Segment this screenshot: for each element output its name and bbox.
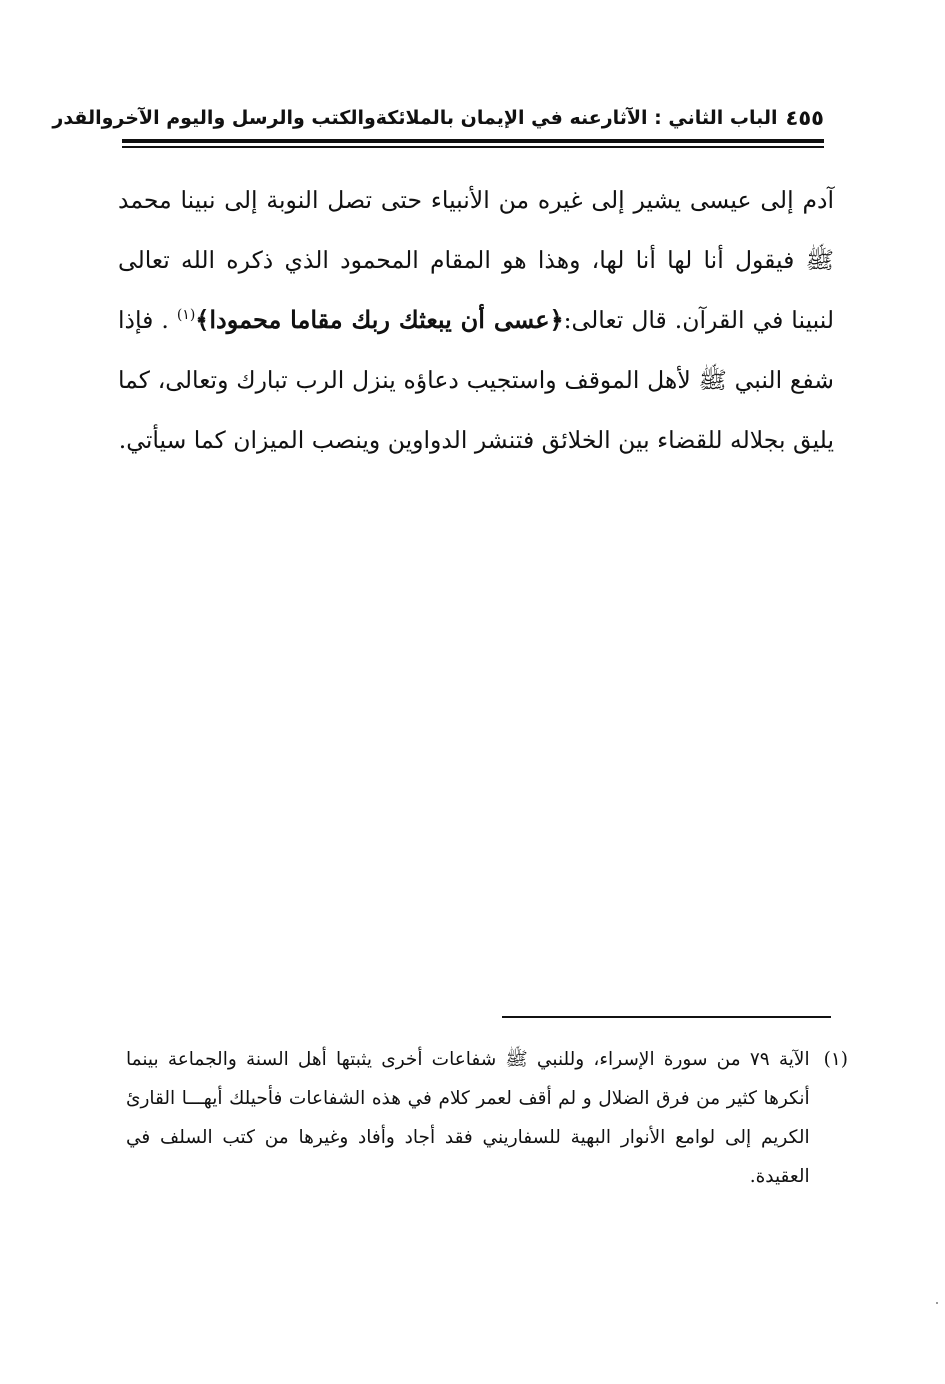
main-paragraph [118,170,834,470]
text-after-quote: . فإذا شفع النبي ﷺ لأهل الموقف واستجيب دعاؤه ينزل الرب تبارك وتعالى، كما يليق بجلاله للقضاء بين الخلائق فتنشر الدواوين وينصب الميزان كما سيأتي. [118,306,834,454]
page-number: ٤٥٥ [785,106,824,130]
footnote-separator [502,1016,831,1018]
header-rule-thin [122,146,824,148]
text-before-quote: آدم إلى عيسى يشير إلى غيره من الأنبياء حتى تصل النوبة إلى نبينا محمد ﷺ فيقول أنا لها أنا لها، وهذا هو المقام المحمود الذي ذكره الله تعالى لنبينا في القرآن. قال تعالى: [118,186,834,334]
footnote [126,1040,848,1196]
footnote-text: الآية ٧٩ من سورة الإسراء، وللنبي ﷺ شفاعات أخرى يثبتها أهل السنة والجماعة بينما أنكرها كثير من فرق الضلال و لم أقف لعمر كلام في هذه الشفاعات فأحيلك أيهـــا القارئ الكريم إلى لوامع الأنوار البهية للسفاريني فقد أجاد وأفاد وغيرها من كتب السلف في العقيدة. [126,1049,810,1187]
header-rule-thick [122,139,824,143]
footnote-reference: (١) [176,307,196,324]
running-header [52,98,824,138]
chapter-title: الباب الثاني : الآثارعنه في الإيمان بالملائكةوالكتب والرسل واليوم الآخروالقدر [52,107,778,129]
footnote-marker: (١) [823,1049,848,1070]
paragraph [118,170,834,470]
quran-quote: ﴿عسى أن يبعثك ربك مقاما محمودا﴾ [195,305,564,334]
scan-speck [936,1302,938,1304]
